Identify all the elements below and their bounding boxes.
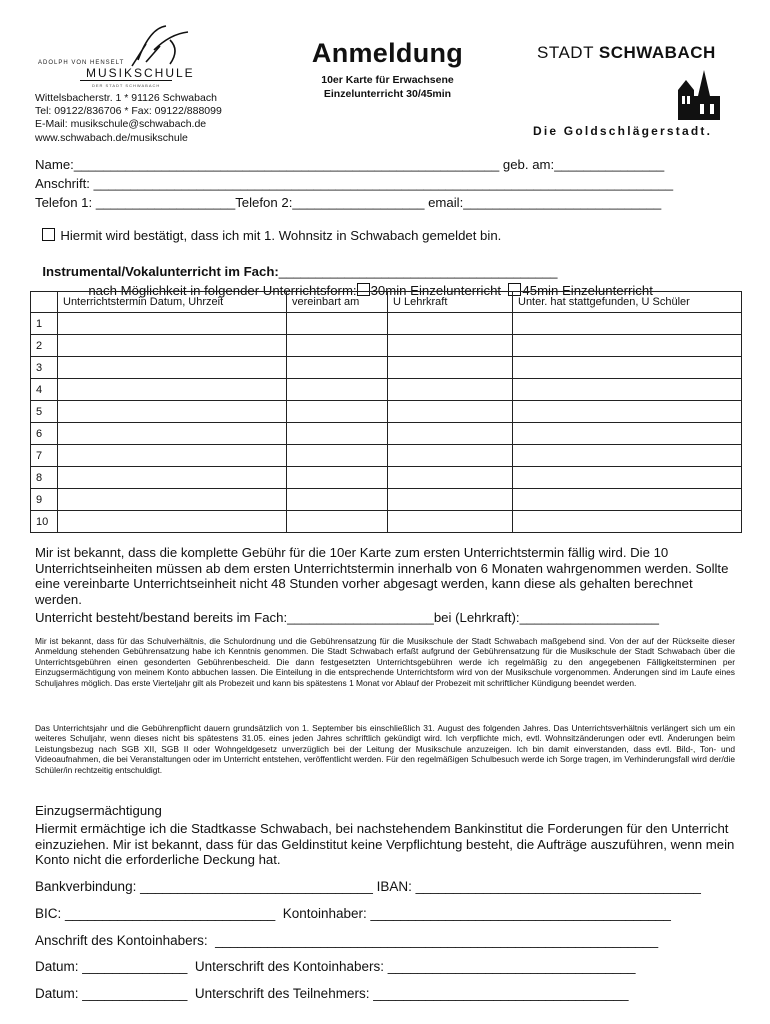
stattgefunden-cell[interactable] — [513, 489, 742, 511]
stattgefunden-cell[interactable] — [513, 401, 742, 423]
termin-cell[interactable] — [58, 335, 287, 357]
page-title: Anmeldung — [311, 38, 464, 68]
termin-cell[interactable] — [58, 357, 287, 379]
row-number: 10 — [31, 511, 58, 533]
instrument-label: Instrumental/Vokalunterricht im Fach: — [42, 264, 279, 279]
lehrkraft-cell[interactable] — [388, 335, 513, 357]
vereinbart-cell[interactable] — [287, 423, 388, 445]
stattgefunden-cell[interactable] — [513, 357, 742, 379]
stadt-schwabach-logo — [537, 43, 716, 63]
table-header-row — [31, 292, 742, 313]
header-termin: Unterrichtstermin Datum, Uhrzeit — [58, 292, 287, 313]
bic-holder-fields[interactable]: BIC: ____________________________ Kontoinhaber: ________________________________________ — [35, 906, 671, 921]
row-number: 5 — [31, 401, 58, 423]
lehrkraft-cell[interactable] — [388, 511, 513, 533]
page-subtitle — [300, 73, 475, 101]
vereinbart-cell[interactable] — [287, 335, 388, 357]
logo-founder-text: ADOLPH VON HENSELT — [38, 60, 125, 66]
existing-lessons-field[interactable]: Unterricht besteht/bestand bereits im Fach:____________________bei (Lehrkraft):___________________ — [35, 610, 659, 625]
table-row — [31, 335, 742, 357]
contact-website: www.schwabach.de/musikschule — [35, 131, 188, 144]
vereinbart-cell[interactable] — [287, 511, 388, 533]
row-number: 6 — [31, 423, 58, 445]
option-45-label: 45min Einzelunterricht — [522, 283, 653, 298]
header-stattgefunden: Unter. hat stattgefunden, U Schüler — [513, 292, 742, 313]
schwabach-word: SCHWABACH — [598, 43, 716, 62]
castle-icon — [676, 66, 720, 120]
row-number: 1 — [31, 313, 58, 335]
lehrkraft-cell[interactable] — [388, 467, 513, 489]
residence-confirmation — [35, 213, 501, 243]
participant-signature-fields[interactable]: Datum: ______________ Unterschrift des Teilnehmers: __________________________________ — [35, 986, 629, 1001]
subtitle-line-1: 10er Karte für Erwachsene — [321, 74, 454, 86]
row-number: 2 — [31, 335, 58, 357]
tagline: Die Goldschlägerstadt. — [533, 124, 713, 138]
stattgefunden-cell[interactable] — [513, 511, 742, 533]
vereinbart-cell[interactable] — [287, 379, 388, 401]
lehrkraft-cell[interactable] — [388, 357, 513, 379]
subtitle-line-2: Einzelunterricht 30/45min — [323, 88, 452, 100]
logo-divider — [80, 80, 172, 81]
vereinbart-cell[interactable] — [287, 489, 388, 511]
terms-paragraph-2: Das Unterrichtsjahr und die Gebührenpflicht dauern grundsätzlich von 1. September bis einschließlich 31. August des folgenden Jahres. Das Unterrichtsverhältnis verlängert sich um ein weiteres Schuljahr, wenn dieses nicht bis spätestens 31.05. eines jeden Jahres schriftlich gekündigt wird. Ich verpflichte mich, evtl. Wohnsitzänderungen oder evtl. Änderungen beim Leistungsbezug nach SGB XII, SGB II oder Wohngeldgesetz unverzüglich bei der Leitung der Musikschule anzuzeigen. Ich bin damit einverstanden, dass evtl. Bild-, Ton- und Videoaufnahmen, die bei Veranstaltungen oder im Unterricht entstehen, veröffentlicht werden. Für den regelmäßigen Schulbesuch werde ich Sorge tragen, im Verhinderungsfall wird der/die Schüler/in rechtzeitig entschuldigt. — [35, 723, 735, 775]
lesson-form-label: nach Möglichkeit in folgender Unterrichtsform: — [88, 283, 357, 298]
contact-block — [35, 92, 222, 145]
holder-signature-fields[interactable]: Datum: ______________ Unterschrift des Kontoinhabers: _________________________________ — [35, 959, 636, 974]
holder-address-field[interactable]: Anschrift des Kontoinhabers: ___________________________________________________________ — [35, 933, 659, 948]
stattgefunden-cell[interactable] — [513, 445, 742, 467]
lehrkraft-cell[interactable] — [388, 313, 513, 335]
appointments-table — [30, 291, 742, 533]
table-row — [31, 467, 742, 489]
table-row — [31, 357, 742, 379]
row-number: 8 — [31, 467, 58, 489]
header-vereinbart: vereinbart am — [287, 292, 388, 313]
header-index — [31, 292, 58, 313]
lehrkraft-cell[interactable] — [388, 401, 513, 423]
vereinbart-cell[interactable] — [287, 313, 388, 335]
termin-cell[interactable] — [58, 489, 287, 511]
terms-paragraph-1: Mir ist bekannt, dass für das Schulverhältnis, die Schulordnung und die Gebührensatzung für die Musikschule der Stadt Schwabach maßgebend sind. Von der auf der Rückseite dieser Anmeldung stehenden Gebührensatzung habe ich Kenntnis genommen. Die Stadt Schwabach erfaßt aufgrund der Gebührensatzung für die Musikschule der Stadt Schwabach über die Unterrichtsgebühren einen gesonderten Gebührenbescheid. Die dann festgesetzten Unterrichtsgebühren werde ich regelmäßig zu den angegebenen Fälligkeitsterminen per Einzugsermächtigung von meinem Konto abbuchen lassen. Die Einteilung in die entsprechende Unterrichtsform wird von der Musikschule vorgenommen. Änderungen sind im Laufe eines Schuljahres möglich. Das erste Vierteljahr gilt als Probezeit und kann bis spätestens 1 Monat vor Ablauf der Probezeit mit schriftlicher Kündigung beendet werden. — [35, 636, 735, 688]
bank-iban-fields[interactable]: Bankverbindung: _______________________________ IBAN: ______________________________________ — [35, 879, 701, 894]
termin-cell[interactable] — [58, 445, 287, 467]
contact-email: E-Mail: musikschule@schwabach.de — [35, 118, 207, 131]
termin-cell[interactable] — [58, 401, 287, 423]
table-row — [31, 379, 742, 401]
lehrkraft-cell[interactable] — [388, 489, 513, 511]
table-row — [31, 401, 742, 423]
mandate-heading: Einzugsermächtigung — [35, 803, 162, 818]
stattgefunden-cell[interactable] — [513, 379, 742, 401]
table-row — [31, 489, 742, 511]
stattgefunden-cell[interactable] — [513, 467, 742, 489]
option-30-label: 30min Einzelunterricht — [370, 283, 502, 298]
contact-address: Wittelsbacherstr. 1 * 91126 Schwabach — [35, 92, 217, 104]
vereinbart-cell[interactable] — [287, 467, 388, 489]
vereinbart-cell[interactable] — [287, 445, 388, 467]
termin-cell[interactable] — [58, 423, 287, 445]
lehrkraft-cell[interactable] — [388, 445, 513, 467]
termin-cell[interactable] — [58, 467, 287, 489]
mandate-text: Hiermit ermächtige ich die Stadtkasse Schwabach, bei nachstehendem Bankinstitut die Forderungen für den Unterricht einzuziehen. Mir ist bekannt, dass für das Geldinstitut keine Verpflichtung besteht, die Aufträge auszuführen, wenn mein Konto nicht die erforderliche Deckung hat. — [35, 821, 735, 868]
instrument-field[interactable]: ______________________________________ — [278, 264, 558, 279]
header-lehrkraft: U Lehrkraft — [388, 292, 513, 313]
table-row — [31, 445, 742, 467]
stattgefunden-cell[interactable] — [513, 335, 742, 357]
row-number: 9 — [31, 489, 58, 511]
phone-email-fields[interactable]: Telefon 1: ___________________Telefon 2:__________________ email:___________________________ — [35, 195, 662, 210]
lehrkraft-cell[interactable] — [388, 423, 513, 445]
lehrkraft-cell[interactable] — [388, 379, 513, 401]
stadt-word: STADT — [537, 43, 594, 62]
stattgefunden-cell[interactable] — [513, 423, 742, 445]
address-field[interactable]: Anschrift: _______________________________________________________________________________ — [35, 176, 674, 191]
row-number: 3 — [31, 357, 58, 379]
residence-text: Hiermit wird bestätigt, dass ich mit 1. Wohnsitz in Schwabach gemeldet bin. — [60, 228, 502, 243]
termin-cell[interactable] — [58, 313, 287, 335]
residence-checkbox[interactable] — [42, 228, 55, 241]
table-row — [31, 423, 742, 445]
name-field[interactable]: Name:__________________________________________________________ geb. am:_______________ — [35, 157, 665, 172]
logo-name: MUSIKSCHULE — [86, 66, 195, 80]
vereinbart-cell[interactable] — [287, 357, 388, 379]
table-row — [31, 313, 742, 335]
termin-cell[interactable] — [58, 511, 287, 533]
table-row — [31, 511, 742, 533]
logo-subtext: DER STADT SCHWABACH — [92, 83, 161, 88]
fee-notice: Mir ist bekannt, dass die komplette Gebühr für die 10er Karte zum ersten Unterrichtstermin fällig wird. Die 10 Unterrichtseinheiten müssen ab dem ersten Unterrichtstermin innerhalb von 6 Monaten wahrgenommen werden. Sollte eine vereinbarte Unterrichtseinheit nicht 48 Stunden vorher abgesagt werden, kann diese als gehalten berechnet werden. — [35, 545, 729, 607]
vereinbart-cell[interactable] — [287, 401, 388, 423]
row-number: 4 — [31, 379, 58, 401]
termin-cell[interactable] — [58, 379, 287, 401]
contact-phone: Tel: 09122/836706 * Fax: 09122/888099 — [35, 105, 222, 118]
row-number: 7 — [31, 445, 58, 467]
stattgefunden-cell[interactable] — [513, 313, 742, 335]
